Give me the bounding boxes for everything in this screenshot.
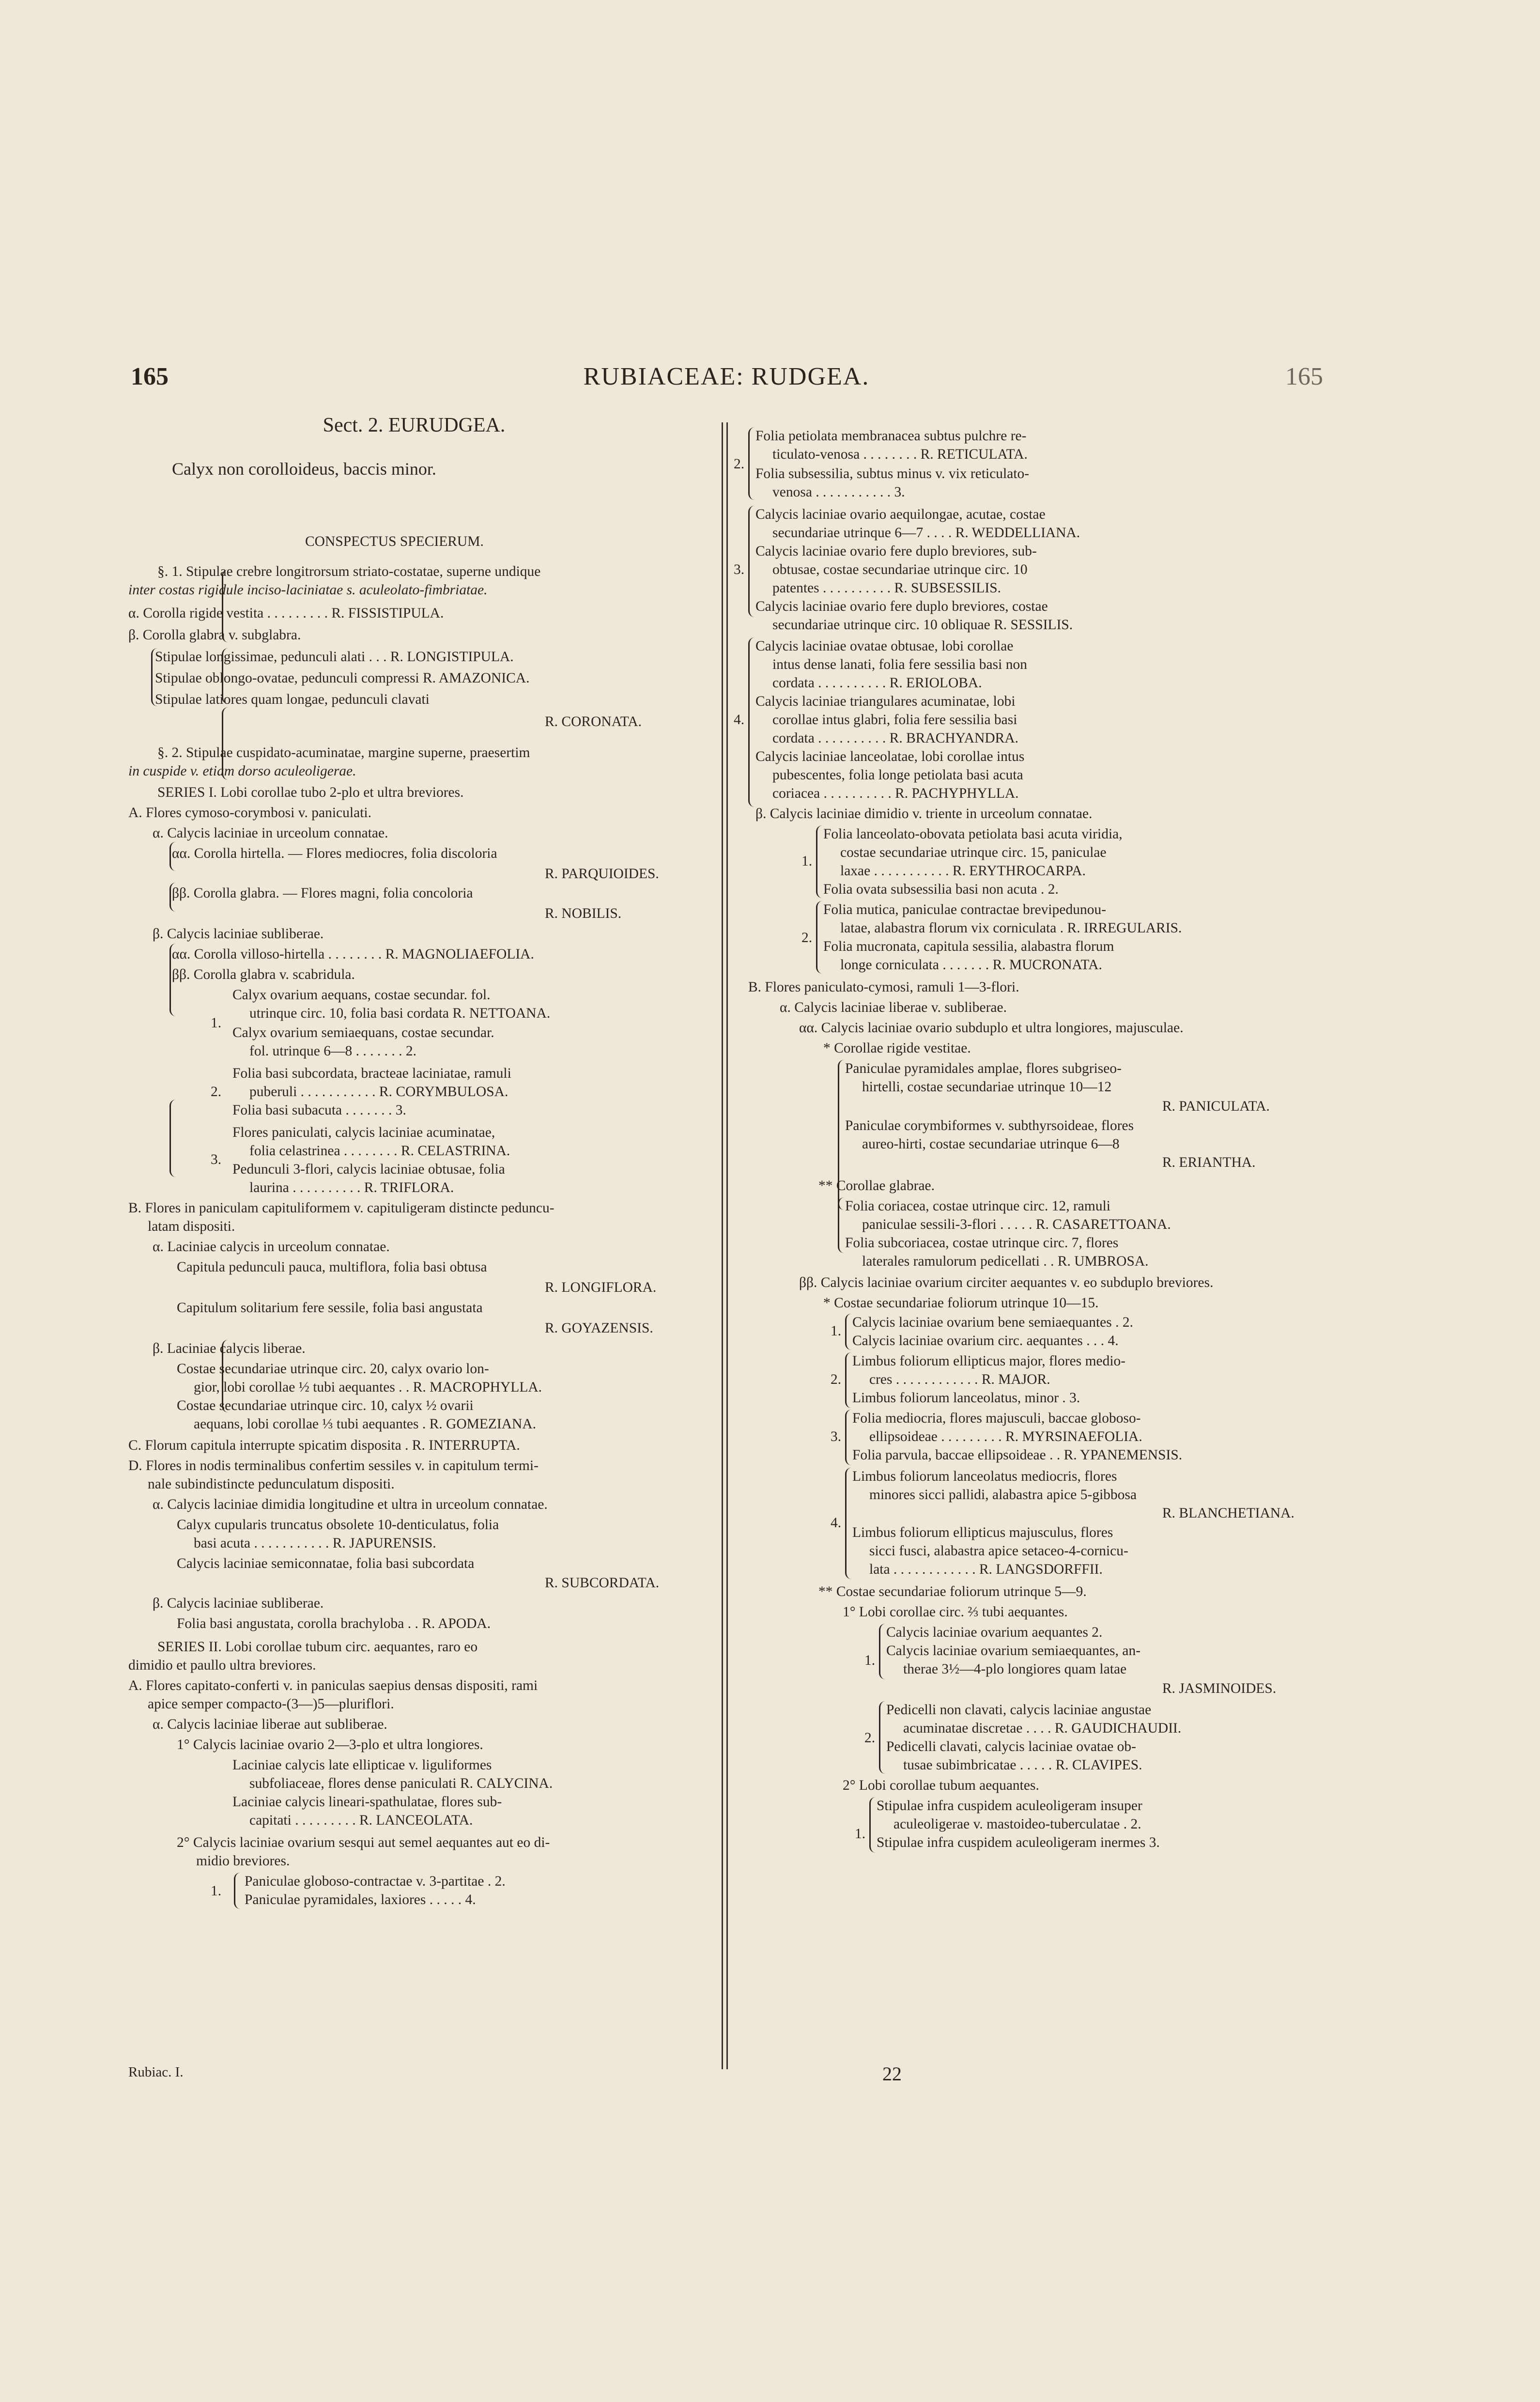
right-text-line: 1. <box>801 853 813 869</box>
brace <box>879 1624 885 1679</box>
left-text-line: D. Flores in nodis terminalibus confertim sessiles v. in capitulum termi- <box>128 1458 539 1473</box>
right-text-line: Folia coriacea, costae utrinque circ. 12, ramuli <box>845 1198 1110 1214</box>
right-text-line: Folia ovata subsessilia basi non acuta . 2. <box>823 882 1059 897</box>
brace <box>748 427 755 500</box>
left-text-line: utrinque circ. 10, folia basi cordata R. NETTOANA. <box>249 1006 551 1021</box>
right-text-line: pubescentes, folia longe petiolata basi acuta <box>772 767 1023 783</box>
left-text-line: 1. <box>211 1015 222 1031</box>
right-text-line: Folia mutica, paniculae contractae brevipedunou- <box>823 902 1107 917</box>
right-text-line: therae 3½—4-plo longiores quam latae <box>903 1661 1127 1677</box>
left-text-line: Capitula pedunculi pauca, multiflora, folia basi obtusa <box>177 1259 487 1275</box>
left-text-line: §. 2. Stipulae cuspidato-acuminatae, margine superne, praesertim <box>157 745 530 760</box>
left-text-line: R. SUBCORDATA. <box>545 1575 660 1591</box>
right-text-line: β. Calycis laciniae dimidio v. triente in urceolum connatae. <box>755 806 1093 821</box>
right-text-line: tusae subimbricatae . . . . . R. CLAVIPES. <box>903 1757 1142 1773</box>
right-text-line: α. Calycis laciniae liberae v. subliberae. <box>780 1000 1007 1015</box>
footer-signature: Rubiac. I. <box>128 2064 184 2080</box>
left-text-line: R. PARQUIOIDES. <box>545 866 659 882</box>
right-text-line: sicci fusci, alabastra apice setaceo-4-cornicu- <box>869 1543 1128 1559</box>
right-text-line: R. ERIANTHA. <box>1162 1155 1256 1170</box>
right-text-line: 3. <box>734 562 745 577</box>
left-text-line: Sect. 2. EURUDGEA. <box>323 414 506 436</box>
left-text-line: α. Corolla rigide vestita . . . . . . . . . R. FISSISTIPULA. <box>128 605 444 621</box>
left-text-line: αα. Corolla hirtella. — Flores mediocres, folia discoloria <box>172 846 497 861</box>
left-text-line: basi acuta . . . . . . . . . . . R. JAPURENSIS. <box>194 1535 436 1551</box>
right-text-line: 4. <box>831 1515 842 1531</box>
right-text-line: αα. Calycis laciniae ovario subduplo et ultra longiores, majusculae. <box>799 1020 1184 1036</box>
right-text-line: 4. <box>734 712 745 728</box>
right-text-line: Stipulae infra cuspidem aculeoligeram inermes 3. <box>877 1835 1160 1850</box>
right-text-line: 2. <box>734 456 745 472</box>
right-text-line: paniculae sessili-3-flori . . . . . R. CASARETTOANA. <box>862 1217 1171 1232</box>
brace <box>169 944 176 1016</box>
right-text-line: Calycis laciniae ovario fere duplo breviores, costae <box>755 599 1048 614</box>
right-text-line: corollae intus glabri, folia fere sessilia basi <box>772 712 1017 728</box>
right-text-line: Limbus foliorum ellipticus majusculus, flores <box>852 1525 1113 1540</box>
left-text-line: Flores paniculati, calycis laciniae acuminatae, <box>232 1125 495 1140</box>
right-text-line: cres . . . . . . . . . . . . R. MAJOR. <box>869 1372 1050 1387</box>
right-text-line: Folia lanceolato-obovata petiolata basi acuta viridia, <box>823 826 1123 842</box>
brace <box>234 1873 240 1909</box>
right-text-line: minores sicci pallidi, alabastra apice 5-gibbosa <box>869 1487 1137 1503</box>
right-text-line: Calycis laciniae ovario aequilongae, acutae, costae <box>755 507 1046 522</box>
brace <box>748 637 755 807</box>
right-text-line: obtusae, costae secundariae utrinque circ. 10 <box>772 562 1028 577</box>
right-text-line: intus dense lanati, folia fere sessilia basi non <box>772 657 1027 672</box>
left-text-line: α. Calycis laciniae in urceolum connatae. <box>153 825 388 841</box>
left-text-line: Paniculae pyramidales, laxiores . . . . . 4. <box>245 1892 476 1907</box>
right-text-line: ** Corollae glabrae. <box>818 1178 935 1193</box>
brace <box>169 1100 176 1177</box>
left-text-line: Calyx non corolloideus, baccis minor. <box>172 459 436 479</box>
left-text-line: ββ. Corolla glabra. — Flores magni, folia concoloria <box>172 885 473 901</box>
left-text-line: Capitulum solitarium fere sessile, folia basi angustata <box>177 1300 483 1316</box>
left-text-line: α. Calycis laciniae liberae aut subliberae. <box>153 1717 387 1732</box>
right-text-line: Folia petiolata membranacea subtus pulchre re- <box>755 428 1027 444</box>
brace <box>222 648 228 704</box>
right-text-line: longe corniculata . . . . . . . R. MUCRONATA. <box>840 957 1102 973</box>
left-text-line: β. Calycis laciniae subliberae. <box>153 926 324 942</box>
right-text-line: Calycis laciniae ovario fere duplo breviores, sub- <box>755 543 1037 559</box>
right-text-line: Folia mediocria, flores majusculi, baccae globoso- <box>852 1410 1141 1426</box>
left-text-line: 3. <box>211 1152 222 1167</box>
left-text-line: β. Corolla glabra v. subglabra. <box>128 627 301 643</box>
left-text-line: Calyx ovarium aequans, costae secundar. fol. <box>232 987 491 1003</box>
right-text-line: 2° Lobi corollae tubum aequantes. <box>843 1778 1039 1793</box>
left-text-line: inter costas rigidule inciso-laciniatae s. aculeolato-fimbriatae. <box>128 582 488 598</box>
footer-sheet-number: 22 <box>882 2063 902 2085</box>
right-text-line: aureo-hirti, costae secundariae utrinque 6—8 <box>862 1136 1120 1152</box>
brace <box>169 842 176 871</box>
left-text-line: β. Laciniae calycis liberae. <box>153 1341 306 1356</box>
left-text-line: Costae secundariae utrinque circ. 20, calyx ovario lon- <box>177 1361 489 1377</box>
brace <box>151 648 157 706</box>
right-text-line: Calycis laciniae ovarium bene semiaequantes . 2. <box>852 1315 1133 1330</box>
left-text-line: α. Calycis laciniae dimidia longitudine et ultra in urceolum connatae. <box>153 1497 548 1512</box>
right-text-line: lata . . . . . . . . . . . . R. LANGSDORFFII. <box>869 1562 1103 1577</box>
right-text-line: 2. <box>801 930 813 945</box>
left-text-line: CONSPECTUS SPECIERUM. <box>305 534 484 549</box>
left-text-line: §. 1. Stipulae crebre longitrorsum striato-costatae, superne undique <box>157 564 541 579</box>
right-text-line: venosa . . . . . . . . . . . 3. <box>772 484 905 500</box>
brace <box>845 1468 851 1579</box>
right-text-line: * Costae secundariae foliorum utrinque 10—15. <box>823 1295 1099 1311</box>
left-text-line: apice semper compacto-(3—)5—pluriflori. <box>148 1696 394 1712</box>
left-text-line: Folia basi angustata, corolla brachyloba . . R. APODA. <box>177 1616 491 1631</box>
right-text-line: patentes . . . . . . . . . . R. SUBSESSILIS. <box>772 580 1001 596</box>
left-text-line: A. Flores cymoso-corymbosi v. paniculati. <box>128 805 371 821</box>
right-text-line: laxae . . . . . . . . . . . R. ERYTHROCARPA. <box>840 863 1086 879</box>
right-text-line: cordata . . . . . . . . . . R. ERIOLOBA. <box>772 675 982 691</box>
left-text-line: laurina . . . . . . . . . . R. TRIFLORA. <box>249 1180 454 1195</box>
right-text-line: secundariae utrinque circ. 10 obliquae R. SESSILIS. <box>772 617 1073 633</box>
right-text-line: aculeoligerae v. mastoideo-tuberculatae . 2. <box>893 1816 1141 1832</box>
running-header <box>131 362 1322 401</box>
right-text-line: Paniculae corymbiformes v. subthyrsoideae, flores <box>845 1118 1134 1133</box>
left-text-line: Paniculae globoso-contractae v. 3-partitae . 2. <box>245 1874 506 1889</box>
left-text-line: B. Flores in paniculam capituliformem v. capituligeram distincte peduncu- <box>128 1200 554 1216</box>
right-text-line: Folia subcoriacea, costae utrinque circ. 7, flores <box>845 1235 1119 1251</box>
brace <box>816 825 822 898</box>
right-text-line: latae, alabastra florum vix corniculata . R. IRREGULARIS. <box>840 920 1182 936</box>
brace <box>838 1060 844 1210</box>
right-text-line: Limbus foliorum lanceolatus mediocris, flores <box>852 1469 1117 1484</box>
left-text-line: 1. <box>211 1883 222 1899</box>
left-text-line: R. GOYAZENSIS. <box>545 1320 653 1336</box>
left-text-line: Folia basi subacuta . . . . . . . 3. <box>232 1102 406 1118</box>
right-text-line: Calycis laciniae ovarium aequantes 2. <box>886 1625 1103 1640</box>
brace <box>222 1340 228 1412</box>
right-text-line: 2. <box>831 1372 842 1387</box>
left-text-line: Costae secundariae utrinque circ. 10, calyx ½ ovarii <box>177 1398 474 1413</box>
right-text-line: R. JASMINOIDES. <box>1162 1681 1277 1696</box>
right-text-line: secundariae utrinque 6—7 . . . . R. WEDDELLIANA. <box>772 525 1080 541</box>
left-text-line: Stipulae longissimae, pedunculi alati . . . R. LONGISTIPULA. <box>155 649 514 665</box>
left-text-line: aequans, lobi corollae ⅓ tubi aequantes . R. GOMEZIANA. <box>194 1416 537 1432</box>
left-text-line: SERIES I. Lobi corollae tubo 2-plo et ultra breviores. <box>157 785 464 800</box>
right-text-line: 1. <box>855 1826 866 1842</box>
right-text-line: ticulato-venosa . . . . . . . . R. RETICULATA. <box>772 447 1028 462</box>
brace <box>748 506 755 617</box>
brace <box>816 901 822 974</box>
left-text-line: in cuspide v. etiam dorso aculeoligerae. <box>128 763 356 779</box>
right-text-line: * Corollae rigide vestitae. <box>823 1040 971 1056</box>
right-text-line: B. Flores paniculato-cymosi, ramuli 1—3-flori. <box>748 979 1019 995</box>
header-title: RUBIACEAE: RUDGEA. <box>583 363 870 390</box>
right-text-line: 1. <box>864 1653 876 1668</box>
left-text-line: 2° Calycis laciniae ovarium sesqui aut semel aequantes aut eo di- <box>177 1835 550 1850</box>
right-text-line: costae secundariae utrinque circ. 15, paniculae <box>840 845 1107 860</box>
column-divider-2 <box>726 422 728 2069</box>
left-text-line: fol. utrinque 6—8 . . . . . . . 2. <box>249 1043 416 1059</box>
left-text-line: αα. Corolla villoso-hirtella . . . . . . . . R. MAGNOLIAEFOLIA. <box>172 946 534 962</box>
right-text-line: 1. <box>831 1323 842 1339</box>
brace <box>845 1410 851 1465</box>
left-text-line: 2. <box>211 1084 222 1100</box>
right-text-line: Pedicelli non clavati, calycis laciniae angustae <box>886 1702 1152 1718</box>
right-text-line: Stipulae infra cuspidem aculeoligeram insuper <box>877 1798 1142 1813</box>
right-text-line: Paniculae pyramidales amplae, flores subgriseo- <box>845 1061 1122 1076</box>
right-text-line: Calycis laciniae ovatae obtusae, lobi corollae <box>755 638 1014 654</box>
right-text-line: Calycis laciniae triangulares acuminatae, lobi <box>755 694 1016 709</box>
right-text-line: ** Costae secundariae foliorum utrinque 5—9. <box>818 1584 1087 1599</box>
left-text-line: SERIES II. Lobi corollae tubum circ. aequantes, raro eo <box>157 1639 478 1655</box>
right-text-line: Pedicelli clavati, calycis laciniae ovatae ob- <box>886 1739 1137 1754</box>
left-text-line: Stipulae oblongo-ovatae, pedunculi compressi R. AMAZONICA. <box>155 670 530 686</box>
right-text-line: Folia parvula, baccae ellipsoideae . . R. YPANEMENSIS. <box>852 1447 1183 1463</box>
right-text-line: 1° Lobi corollae circ. ⅔ tubi aequantes. <box>843 1604 1068 1620</box>
column-divider <box>722 422 723 2069</box>
left-text-line: C. Florum capitula interrupte spicatim disposita . R. INTERRUPTA. <box>128 1438 520 1453</box>
left-text-line: ββ. Corolla glabra v. scabridula. <box>172 967 355 982</box>
right-text-line: R. BLANCHETIANA. <box>1162 1505 1294 1521</box>
right-text-line: Calycis laciniae ovarium circ. aequantes . . . 4. <box>852 1333 1119 1348</box>
brace <box>869 1797 876 1853</box>
left-text-line: nale subindistincte pedunculatum dispositi. <box>148 1476 395 1492</box>
left-text-line: R. CORONATA. <box>545 714 642 729</box>
right-text-line: Limbus foliorum lanceolatus, minor . 3. <box>852 1390 1080 1406</box>
left-text-line: gior, lobi corollae ½ tubi aequantes . . R. MACROPHYLLA. <box>194 1379 542 1395</box>
left-text-line: Calycis laciniae semiconnatae, folia basi subcordata <box>177 1556 475 1571</box>
left-text-line: puberuli . . . . . . . . . . . R. CORYMBULOSA. <box>249 1084 508 1100</box>
right-text-line: R. PANICULATA. <box>1162 1099 1270 1114</box>
left-text-line: midio breviores. <box>196 1853 290 1869</box>
right-text-line: Limbus foliorum ellipticus major, flores medio- <box>852 1353 1126 1369</box>
right-text-line: hirtelli, costae secundariae utrinque 10—12 <box>862 1079 1112 1095</box>
right-text-line: cordata . . . . . . . . . . R. BRACHYANDRA. <box>772 730 1019 746</box>
brace <box>169 883 176 912</box>
right-text-line: Folia mucronata, capitula sessilia, alabastra florum <box>823 939 1114 954</box>
right-text-line: Calycis laciniae ovarium semiaequantes, an- <box>886 1643 1141 1658</box>
brace <box>222 707 228 780</box>
left-text-line: 1° Calycis laciniae ovario 2—3-plo et ultra longiores. <box>177 1737 483 1752</box>
right-text-line: ββ. Calycis laciniae ovarium circiter aequantes v. eo subduplo breviores. <box>799 1275 1214 1290</box>
left-text-line: β. Calycis laciniae subliberae. <box>153 1596 324 1611</box>
left-text-line: Calyx cupularis truncatus obsolete 10-denticulatus, folia <box>177 1517 499 1533</box>
brace <box>838 1197 844 1253</box>
brace <box>845 1352 851 1408</box>
right-text-line: Folia subsessilia, subtus minus v. vix reticulato- <box>755 466 1030 481</box>
left-text-line: α. Laciniae calycis in urceolum connatae. <box>153 1239 390 1255</box>
left-text-line: Pedunculi 3-flori, calycis laciniae obtusae, folia <box>232 1162 505 1177</box>
right-text-line: laterales ramulorum pedicellati . . R. UMBROSA. <box>862 1254 1149 1269</box>
left-text-line: Calyx ovarium semiaequans, costae secundar. <box>232 1025 494 1040</box>
left-text-line: R. LONGIFLORA. <box>545 1280 657 1295</box>
left-text-line: subfoliaceae, flores dense paniculati R. CALYCINA. <box>249 1776 553 1791</box>
page-number-left: 165 <box>131 363 169 390</box>
left-text-line: A. Flores capitato-conferti v. in paniculas saepius densas dispositi, rami <box>128 1678 538 1693</box>
left-text-line: Stipulae latiores quam longae, pedunculi clavati <box>155 692 430 707</box>
page-number-right: 165 <box>1285 363 1323 390</box>
brace <box>879 1701 885 1774</box>
left-text-line: dimidio et paullo ultra breviores. <box>128 1658 316 1673</box>
left-text-line: folia celastrinea . . . . . . . . R. CELASTRINA. <box>249 1143 510 1159</box>
left-text-line: Laciniae calycis lineari-spathulatae, flores sub- <box>232 1794 502 1810</box>
left-text-line: capitati . . . . . . . . . R. LANCEOLATA. <box>249 1813 473 1828</box>
left-text-line: Laciniae calycis late ellipticae v. liguliformes <box>232 1757 492 1773</box>
left-text-line: R. NOBILIS. <box>545 906 622 921</box>
right-text-line: acuminatae discretae . . . . R. GAUDICHAUDII. <box>903 1720 1182 1736</box>
brace <box>845 1314 851 1350</box>
right-text-line: Calycis laciniae lanceolatae, lobi corollae intus <box>755 749 1025 764</box>
right-text-line: 2. <box>864 1730 876 1746</box>
brace <box>222 570 228 642</box>
right-text-line: ellipsoideae . . . . . . . . . R. MYRSINAEFOLIA. <box>869 1429 1142 1444</box>
right-text-line: coriacea . . . . . . . . . . R. PACHYPHYLLA. <box>772 786 1019 801</box>
left-text-line: latam dispositi. <box>148 1219 235 1234</box>
left-text-line: Folia basi subcordata, bracteae laciniatae, ramuli <box>232 1066 511 1081</box>
right-text-line: 3. <box>831 1429 842 1444</box>
